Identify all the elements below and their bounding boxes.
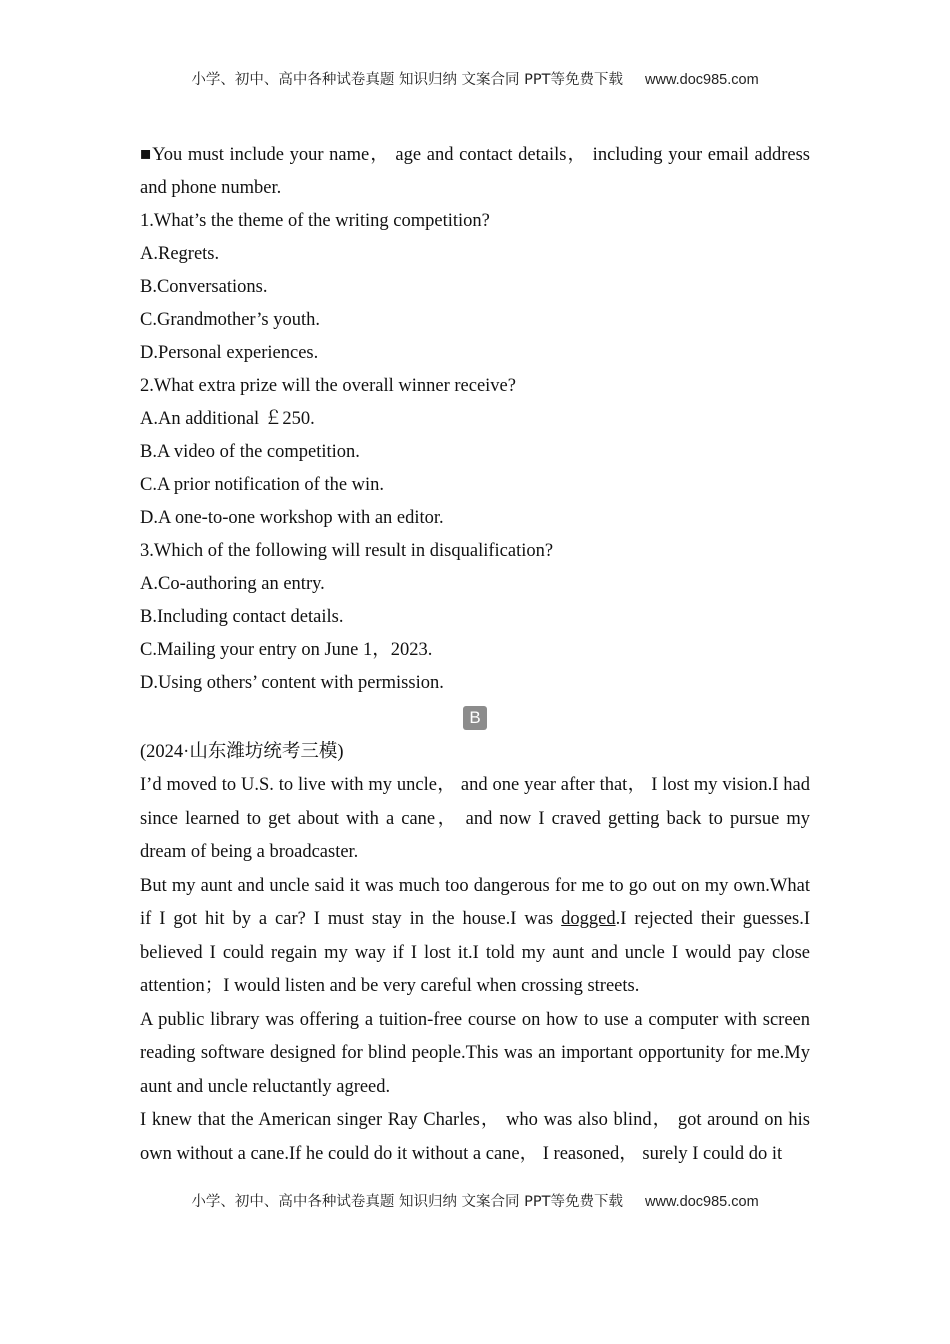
- question-stem: 1.What’s the theme of the writing competition?: [140, 211, 490, 231]
- passage-source: (2024·山东潍坊统考三模): [140, 742, 344, 762]
- question-stem: 2.What extra prize will the overall winner receive?: [140, 376, 516, 396]
- footer-text: 小学、初中、高中各种试卷真题 知识归纳 文案合同 PPT等免费下载: [191, 1194, 624, 1210]
- header-url[interactable]: www.doc985.com: [645, 72, 759, 88]
- page-footer: [0, 1190, 950, 1211]
- option: C.A prior notification of the win.: [140, 475, 385, 495]
- section-b-badge: B: [463, 706, 487, 730]
- option: D.Using others’ content with permission.: [140, 673, 444, 693]
- contact-details-rule: ■You must include your name， age and contact details， including your email address and phone number.: [140, 145, 810, 198]
- option: B.Including contact details.: [140, 607, 344, 627]
- passage-paragraph-4: I knew that the American singer Ray Charles， who was also blind， got around on his own without a cane.If he could do it without a cane， I reasoned， surely I could do it: [140, 1110, 810, 1164]
- option: A.Co-authoring an entry.: [140, 574, 325, 594]
- underlined-word: dogged: [561, 909, 616, 929]
- option: D.Personal experiences.: [140, 343, 319, 363]
- option: D.A one-to-one workshop with an editor.: [140, 508, 444, 528]
- option: A.Regrets.: [140, 244, 220, 264]
- header-text: 小学、初中、高中各种试卷真题 知识归纳 文案合同 PPT等免费下载: [191, 72, 624, 88]
- paragraph-text: .I rejected their guesses.I believed I could regain my way if I lost it.I told my aunt and uncle I would pay close attention；I would listen and be very careful when crossing streets.: [140, 909, 810, 996]
- paragraph-text: But my aunt and uncle said it was much too dangerous for me to go out on my own.What if I got hit by a car? I must stay in the house.I was: [140, 875, 810, 929]
- option: C.Grandmother’s youth.: [140, 310, 321, 330]
- question-2: [140, 370, 810, 535]
- passage-paragraph-3: A public library was offering a tuition-free course on how to use a computer with screen reading software designed for blind people.This was an important opportunity for me.My aunt and uncle reluctantly agreed.: [140, 1009, 810, 1097]
- passage-paragraph-2: [140, 870, 810, 1004]
- option: B.Conversations.: [140, 277, 268, 297]
- question-1: [140, 205, 810, 370]
- passage-paragraph-1: I’d moved to U.S. to live with my uncle， and one year after that， I lost my vision.I had since learned to get about with a cane， and now I craved getting back to pursue my dream of being a broadcaster.: [140, 775, 810, 862]
- question-stem: 3.Which of the following will result in disqualification?: [140, 541, 554, 561]
- option: A.An additional ￡250.: [140, 409, 315, 429]
- page-header: [0, 68, 950, 89]
- footer-url[interactable]: www.doc985.com: [645, 1194, 759, 1210]
- option: C.Mailing your entry on June 1，2023.: [140, 640, 433, 660]
- option: B.A video of the competition.: [140, 442, 360, 462]
- document-body: [140, 139, 810, 1171]
- question-3: [140, 535, 810, 700]
